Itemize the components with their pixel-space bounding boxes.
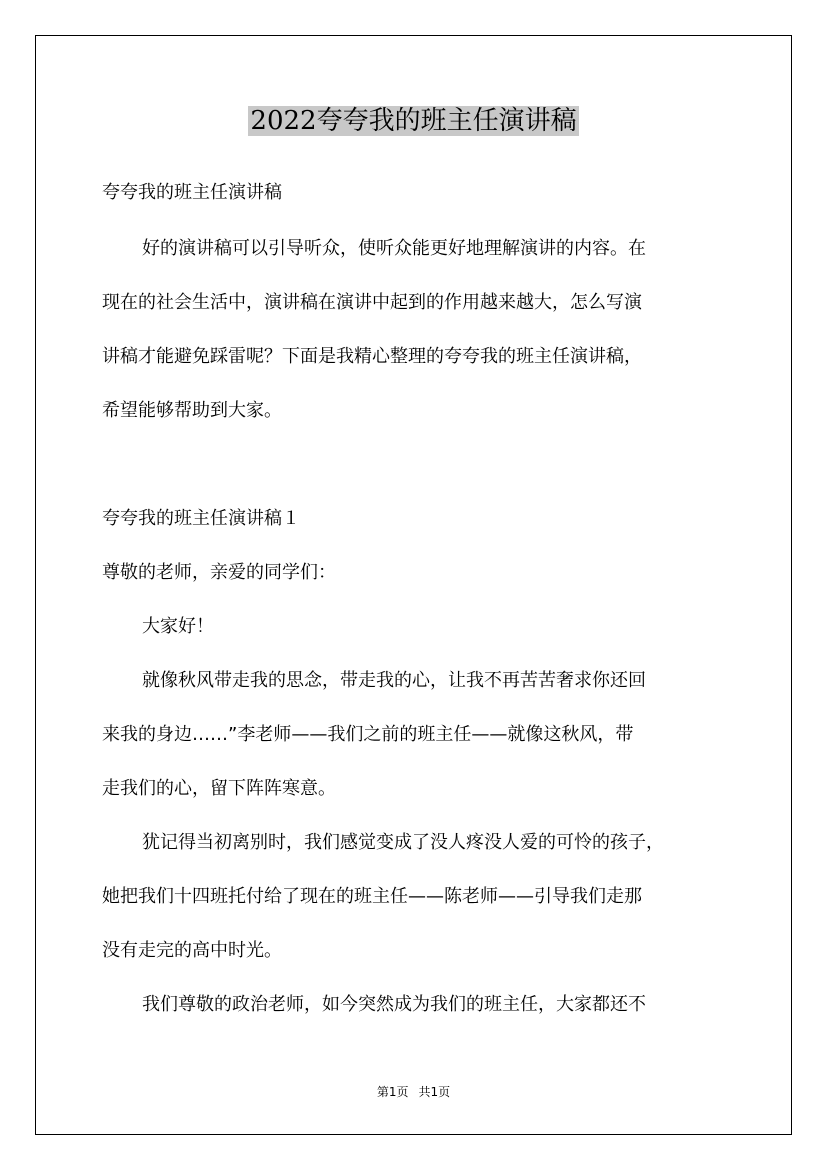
page-total: 共1页 <box>418 1085 451 1099</box>
page-footer <box>0 1083 827 1100</box>
paragraph-line: 她把我们十四班托付给了现在的班主任——陈老师——引导我们走那 <box>102 886 642 907</box>
paragraph-line: 好的演讲稿可以引导听众，使听众能更好地理解演讲的内容。在 <box>142 238 646 259</box>
paragraph-line: 犹记得当初离别时，我们感觉变成了没人疼没人爱的可怜的孩子， <box>142 832 664 853</box>
paragraph-line: 没有走完的高中时光。 <box>102 940 282 961</box>
paragraph-line: 走我们的心，留下阵阵寒意。 <box>102 778 336 799</box>
section-heading: 夸夸我的班主任演讲稿１ <box>102 508 300 529</box>
section-heading: 夸夸我的班主任演讲稿 <box>102 182 282 203</box>
paragraph-line: 就像秋风带走我的思念，带走我的心，让我不再苦苦奢求你还回 <box>142 670 646 691</box>
paragraph-line: 希望能够帮助到大家。 <box>102 400 282 421</box>
document-title <box>0 101 827 141</box>
paragraph-line: 来我的身边……”李老师——我们之前的班主任——就像这秋风，带 <box>102 724 634 745</box>
paragraph-line: 讲稿才能避免踩雷呢？下面是我精心整理的夸夸我的班主任演讲稿， <box>102 346 642 367</box>
paragraph-line: 现在的社会生活中，演讲稿在演讲中起到的作用越来越大，怎么写演 <box>102 292 642 313</box>
document-title-text: 2022夸夸我的班主任演讲稿 <box>250 106 577 136</box>
paragraph-line: 尊敬的老师，亲爱的同学们： <box>102 562 336 583</box>
paragraph-line: 大家好！ <box>142 616 214 637</box>
page-number: 第1页 <box>376 1085 409 1099</box>
paragraph-line: 我们尊敬的政治老师，如今突然成为我们的班主任，大家都还不 <box>142 994 646 1015</box>
